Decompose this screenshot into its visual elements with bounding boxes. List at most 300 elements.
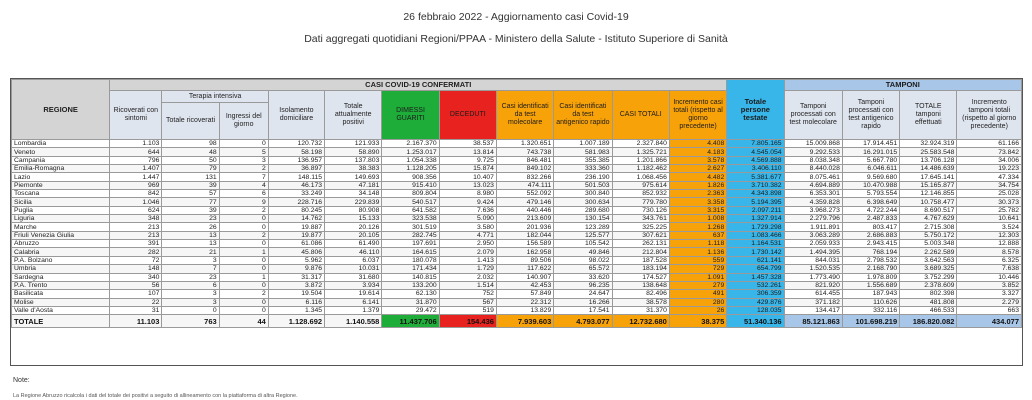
table-cell: 56 <box>110 281 162 289</box>
table-cell: 4.767.629 <box>900 215 957 223</box>
table-cell: 130.154 <box>554 215 612 223</box>
table-cell: 348 <box>110 215 162 223</box>
header-col-13: Tamponi processati con test antigenico rapido <box>842 91 899 140</box>
table-cell: 164.615 <box>382 248 439 256</box>
table-cell: 2.262.589 <box>900 248 957 256</box>
table-cell: 49.846 <box>554 248 612 256</box>
table-cell: 62.130 <box>382 290 439 298</box>
table-cell: 22.312 <box>496 298 553 306</box>
table-cell: 12.888 <box>957 240 1022 248</box>
table-cell: 133.200 <box>382 281 439 289</box>
notes-text: La Regione Abruzzo ricalcola i dati del totale dei positivi a seguito di allineamento con la piattaforma di altra Regione. <box>13 393 298 399</box>
table-cell: 13.814 <box>439 148 496 156</box>
table-cell: 1.345 <box>268 306 324 314</box>
table-cell: 33.620 <box>554 273 612 281</box>
notes-label: Note: <box>13 377 30 384</box>
table-row <box>12 206 1022 214</box>
table-cell: 6.046.611 <box>842 165 899 173</box>
table-cell: 7.638 <box>957 265 1022 273</box>
table-cell: 162.958 <box>496 248 553 256</box>
table-row <box>12 281 1022 289</box>
table-cell: 1.826 <box>669 181 726 189</box>
table-cell: 1.007.189 <box>554 140 612 148</box>
table-cell: 2.378.609 <box>900 281 957 289</box>
table-cell: 9.424 <box>439 198 496 206</box>
header-col-6: DECEDUTI <box>439 91 496 140</box>
table-cell: 15.133 <box>325 215 382 223</box>
table-cell: 474.111 <box>496 181 553 189</box>
header-col-7: Casi identificati da test molecolare <box>496 91 553 140</box>
table-cell: 3.578 <box>669 156 726 164</box>
table-cell: 280 <box>669 298 726 306</box>
table-cell: 832.266 <box>496 173 553 181</box>
table-cell: 19.877 <box>268 231 324 239</box>
table-cell: 371.182 <box>784 298 842 306</box>
table-cell: 65.572 <box>554 265 612 273</box>
table-cell: 779.780 <box>612 198 669 206</box>
table-cell: 2 <box>219 290 268 298</box>
table-cell: 9.292.533 <box>784 148 842 156</box>
table-cell: 58.890 <box>325 148 382 156</box>
table-cell: 0 <box>219 215 268 223</box>
table-cell: 15.165.877 <box>900 181 957 189</box>
table-cell: 140.907 <box>496 273 553 281</box>
table-cell: 3.752.299 <box>900 273 957 281</box>
table-cell: 3.689.325 <box>900 265 957 273</box>
table-cell: 12.146.855 <box>900 190 957 198</box>
table-cell: 1.182.462 <box>612 165 669 173</box>
table-cell: 1.447 <box>110 173 162 181</box>
table-cell: 17.541 <box>554 306 612 314</box>
header-group-casi: CASI COVID-19 CONFERMATI <box>110 80 727 91</box>
table-cell: 9.876 <box>268 265 324 273</box>
table-cell: 19.504 <box>268 290 324 298</box>
table-cell: 10.446 <box>957 273 1022 281</box>
header-col-9: CASI TOTALI <box>612 91 669 140</box>
table-cell: 19.614 <box>325 290 382 298</box>
table-cell: 6.353.301 <box>784 190 842 198</box>
header-col-1: Totale ricoverati <box>162 103 219 140</box>
table-cell: 6.116 <box>268 298 324 306</box>
table-cell: 212.804 <box>612 248 669 256</box>
table-cell: 72 <box>110 256 162 264</box>
table-cell: 4.545.054 <box>727 148 784 156</box>
region-name-cell: Campania <box>12 156 110 164</box>
table-cell: 1 <box>219 248 268 256</box>
table-cell: 0 <box>219 306 268 314</box>
table-cell: 1.407 <box>110 165 162 173</box>
table-cell: 641.582 <box>382 206 439 214</box>
table-cell: 8.440.028 <box>784 165 842 173</box>
table-cell: 39 <box>162 181 219 189</box>
table-cell: 13.706.128 <box>900 156 957 164</box>
table-row <box>12 298 1022 306</box>
page-title: 26 febbraio 2022 - Aggiornamento casi Covid-19 <box>403 11 629 23</box>
table-cell: 2.950 <box>439 240 496 248</box>
header-group-terapia-intensiva: Terapia intensiva <box>162 91 268 103</box>
table-cell: 1.140.558 <box>325 315 382 328</box>
table-cell: 1 <box>219 273 268 281</box>
region-name-cell: Piemonte <box>12 181 110 189</box>
table-cell: 5.750.172 <box>900 231 957 239</box>
table-cell: 2.327.840 <box>612 140 669 148</box>
table-cell: 743.738 <box>496 148 553 156</box>
table-row <box>12 223 1022 231</box>
table-cell: 3 <box>162 298 219 306</box>
region-name-cell: Molise <box>12 298 110 306</box>
table-cell: 7.805.165 <box>727 140 784 148</box>
table-cell: 5.090 <box>439 215 496 223</box>
table-cell: 908.356 <box>382 173 439 181</box>
table-cell: 187.943 <box>842 290 899 298</box>
table-cell: 31.870 <box>382 298 439 306</box>
table-cell: 809.804 <box>382 190 439 198</box>
table-row <box>12 165 1022 173</box>
region-name-cell: Marche <box>12 223 110 231</box>
table-cell: 1.091 <box>669 273 726 281</box>
table-cell: 279 <box>669 281 726 289</box>
table-row <box>12 190 1022 198</box>
table-cell: 301.519 <box>382 223 439 231</box>
table-cell: 6.325 <box>957 256 1022 264</box>
table-cell: 5.194.395 <box>727 198 784 206</box>
table-cell: 0 <box>219 265 268 273</box>
table-cell: 16.266 <box>554 298 612 306</box>
table-cell: 197.691 <box>382 240 439 248</box>
table-cell: 117.622 <box>496 265 553 273</box>
table-cell: 1.494.395 <box>784 248 842 256</box>
table-cell: 39 <box>162 206 219 214</box>
table-cell: 466.533 <box>900 306 957 314</box>
table-cell: 120.732 <box>268 140 324 148</box>
table-cell: 125.577 <box>554 231 612 239</box>
table-cell: 325.225 <box>612 223 669 231</box>
header-col-4: Totale attualmente positivi <box>325 91 382 140</box>
table-cell: 9 <box>219 198 268 206</box>
table-cell: 26 <box>162 223 219 231</box>
table-cell: 5 <box>219 148 268 156</box>
table-cell: 821.920 <box>784 281 842 289</box>
header-col-5: DIMESSI GUARITI <box>382 91 439 140</box>
table-cell: 228.716 <box>268 198 324 206</box>
table-cell: 802.398 <box>900 290 957 298</box>
table-cell: 187.528 <box>612 256 669 264</box>
table-cell: 105.542 <box>554 240 612 248</box>
table-cell: 2.279.796 <box>784 215 842 223</box>
table-cell: 47.181 <box>325 181 382 189</box>
table-row <box>12 240 1022 248</box>
table-cell: 5.962 <box>268 256 324 264</box>
header-regione: REGIONE <box>12 80 110 140</box>
table-cell: 3.934 <box>325 281 382 289</box>
table-cell: 8.038.348 <box>784 156 842 164</box>
table-cell: 24.647 <box>554 290 612 298</box>
table-cell: 479.146 <box>496 198 553 206</box>
table-cell: 768.194 <box>842 248 899 256</box>
table-cell: 29.472 <box>382 306 439 314</box>
table-cell: 4.694.889 <box>784 181 842 189</box>
table-cell: 1.103 <box>110 140 162 148</box>
table-cell: 7 <box>162 265 219 273</box>
table-cell: 6 <box>162 281 219 289</box>
table-cell: 1.729 <box>439 265 496 273</box>
table-cell: 1.325.721 <box>612 148 669 156</box>
table-cell: 8.075.461 <box>784 173 842 181</box>
table-cell: 154.436 <box>439 315 496 328</box>
table-cell: 969 <box>110 181 162 189</box>
table-cell: 796 <box>110 156 162 164</box>
table-cell: 2.798.532 <box>842 256 899 264</box>
table-cell: 1.773.490 <box>784 273 842 281</box>
table-cell: 30.373 <box>957 198 1022 206</box>
table-cell: 752 <box>439 290 496 298</box>
table-cell: 101.698.219 <box>842 315 899 328</box>
table-cell: 3.358 <box>669 198 726 206</box>
table-row <box>12 198 1022 206</box>
table-cell: 4 <box>219 181 268 189</box>
table-cell: 1.413 <box>439 256 496 264</box>
table-cell: 481.808 <box>900 298 957 306</box>
region-name-cell: P.A. Trento <box>12 281 110 289</box>
table-cell: 663 <box>957 306 1022 314</box>
table-cell: 23 <box>162 215 219 223</box>
table-cell: 3.524 <box>957 223 1022 231</box>
table-cell: 2.079 <box>439 248 496 256</box>
table-cell: 654.799 <box>727 265 784 273</box>
table-cell: 57.849 <box>496 290 553 298</box>
table-cell: 134.417 <box>784 306 842 314</box>
table-cell: 0 <box>219 256 268 264</box>
table-cell: 340 <box>110 273 162 281</box>
table-cell: 1.327.914 <box>727 215 784 223</box>
table-cell: 2.097.211 <box>727 206 784 214</box>
table-row <box>12 231 1022 239</box>
table-cell: 3.710.382 <box>727 181 784 189</box>
table-cell: 80.245 <box>268 206 324 214</box>
table-cell: 519 <box>439 306 496 314</box>
table-cell: 38.578 <box>612 298 669 306</box>
header-col-10: Incremento casi totali (rispetto al giorno precedente) <box>669 91 726 140</box>
table-cell: 10.407 <box>439 173 496 181</box>
table-cell: 3 <box>219 156 268 164</box>
table-row <box>12 306 1022 314</box>
region-name-cell: Valle d'Aosta <box>12 306 110 314</box>
region-name-cell: Lazio <box>12 173 110 181</box>
region-name-cell: Friuli Venezia Giulia <box>12 231 110 239</box>
table-cell: 10.470.988 <box>842 181 899 189</box>
table-cell: 282 <box>110 248 162 256</box>
table-cell: 213.609 <box>496 215 553 223</box>
region-name-cell: Calabria <box>12 248 110 256</box>
table-cell: 429.876 <box>727 298 784 306</box>
table-cell: 730.126 <box>612 206 669 214</box>
header-col-8: Casi identificati da test antigenico rapido <box>554 91 612 140</box>
table-cell: 5.793.554 <box>842 190 899 198</box>
table-cell: 73.842 <box>957 148 1022 156</box>
total-row <box>12 315 1022 328</box>
table-cell: 13 <box>162 231 219 239</box>
table-cell: 22 <box>110 298 162 306</box>
table-cell: 138.648 <box>612 281 669 289</box>
table-cell: 1.083.466 <box>727 231 784 239</box>
table-cell: 2.167.370 <box>382 140 439 148</box>
table-cell: 36.897 <box>268 165 324 173</box>
table-cell: 25.028 <box>957 190 1022 198</box>
table-cell: 13 <box>162 240 219 248</box>
covid-data-table-frame <box>10 78 1023 366</box>
table-cell: 201.936 <box>496 223 553 231</box>
table-cell: 14.486.639 <box>900 165 957 173</box>
region-name-cell: Puglia <box>12 206 110 214</box>
table-cell: 6.398.649 <box>842 198 899 206</box>
table-cell: 61.086 <box>268 240 324 248</box>
region-name-cell: P.A. Bolzano <box>12 256 110 264</box>
table-cell: 13.023 <box>439 181 496 189</box>
region-name-cell: Sardegna <box>12 273 110 281</box>
table-cell: 729 <box>669 265 726 273</box>
table-cell: 156.589 <box>496 240 553 248</box>
table-cell: 1.068.456 <box>612 173 669 181</box>
table-cell: 33.249 <box>268 190 324 198</box>
table-cell: 11.103 <box>110 315 162 328</box>
table-cell: 31.370 <box>612 306 669 314</box>
table-cell: 17.645.141 <box>900 173 957 181</box>
table-cell: 501.503 <box>554 181 612 189</box>
table-cell: 2.363 <box>669 190 726 198</box>
table-cell: 14.762 <box>268 215 324 223</box>
table-cell: 89.506 <box>496 256 553 264</box>
table-cell: 182.044 <box>496 231 553 239</box>
table-cell: 0 <box>219 298 268 306</box>
table-row <box>12 148 1022 156</box>
table-cell: 307.621 <box>612 231 669 239</box>
table-row <box>12 256 1022 264</box>
table-cell: 2.168.790 <box>842 265 899 273</box>
header-col-2: Ingressi del giorno <box>219 103 268 140</box>
table-cell: 82.496 <box>612 290 669 298</box>
table-cell: 644 <box>110 148 162 156</box>
table-cell: 1.253.017 <box>382 148 439 156</box>
table-cell: 1.008 <box>669 215 726 223</box>
table-cell: 213 <box>110 231 162 239</box>
table-cell: 32.924.319 <box>900 140 957 148</box>
table-cell: 552.092 <box>496 190 553 198</box>
table-cell: 34.006 <box>957 156 1022 164</box>
table-cell: 121.933 <box>325 140 382 148</box>
table-cell: 183.194 <box>612 265 669 273</box>
table-cell: 637 <box>669 231 726 239</box>
table-cell: 6 <box>219 190 268 198</box>
table-cell: 4.482 <box>669 173 726 181</box>
table-row <box>12 215 1022 223</box>
table-cell: 3.327 <box>957 290 1022 298</box>
table-cell: 975.614 <box>612 181 669 189</box>
table-cell: 19.887 <box>268 223 324 231</box>
table-cell: 26 <box>669 306 726 314</box>
table-cell: 0 <box>219 240 268 248</box>
table-cell: 98 <box>162 140 219 148</box>
table-cell: 9.725 <box>439 156 496 164</box>
table-cell: 25.782 <box>957 206 1022 214</box>
table-row <box>12 140 1022 148</box>
table-cell: 12.303 <box>957 231 1022 239</box>
table-row <box>12 173 1022 181</box>
table-cell: 1.046 <box>110 198 162 206</box>
table-cell: 4.793.077 <box>554 315 612 328</box>
table-cell: 25.583.548 <box>900 148 957 156</box>
table-cell: 148.115 <box>268 173 324 181</box>
table-cell: 23 <box>162 273 219 281</box>
table-cell: 581.983 <box>554 148 612 156</box>
table-cell: 355.385 <box>554 156 612 164</box>
table-cell: 8.690.517 <box>900 206 957 214</box>
table-cell: 31.317 <box>268 273 324 281</box>
table-cell: 4.408 <box>669 140 726 148</box>
table-cell: 3.872 <box>268 281 324 289</box>
table-cell: 34.754 <box>957 181 1022 189</box>
table-cell: 3.642.563 <box>900 256 957 264</box>
table-cell: 8.578 <box>957 248 1022 256</box>
table-cell: 289.680 <box>554 206 612 214</box>
table-cell: 323.538 <box>382 215 439 223</box>
table-cell: 46.110 <box>325 248 382 256</box>
table-cell: 38.383 <box>325 165 382 173</box>
table-cell: 621.141 <box>727 256 784 264</box>
table-cell: 5.381.677 <box>727 173 784 181</box>
table-cell: 77 <box>162 198 219 206</box>
table-cell: 842 <box>110 190 162 198</box>
table-cell: 20.126 <box>325 223 382 231</box>
table-cell: 1.730.142 <box>727 248 784 256</box>
table-cell: 15.874 <box>439 165 496 173</box>
table-row <box>12 248 1022 256</box>
table-cell: 174.527 <box>612 273 669 281</box>
table-cell: 300.840 <box>554 190 612 198</box>
table-cell: 1.054.338 <box>382 156 439 164</box>
table-cell: 17.914.451 <box>842 140 899 148</box>
table-cell: 3.063.289 <box>784 231 842 239</box>
table-cell: 2.715.308 <box>900 223 957 231</box>
table-cell: 128.035 <box>727 306 784 314</box>
header-col-15: Incremento tamponi totali (rispetto al giorno precedente) <box>957 91 1022 140</box>
table-cell: 6.141 <box>325 298 382 306</box>
table-cell: 123.289 <box>554 223 612 231</box>
table-cell: 3.315 <box>669 206 726 214</box>
table-cell: 148 <box>110 265 162 273</box>
table-cell: 3.968.273 <box>784 206 842 214</box>
table-cell: 567 <box>439 298 496 306</box>
table-cell: 38.375 <box>669 315 726 328</box>
table-cell: 540.517 <box>382 198 439 206</box>
table-cell: 1.556.689 <box>842 281 899 289</box>
table-cell: 2.627 <box>669 165 726 173</box>
table-cell: 343.761 <box>612 215 669 223</box>
table-cell: 262.131 <box>612 240 669 248</box>
table-cell: 849.102 <box>496 165 553 173</box>
region-name-cell: Basilicata <box>12 290 110 298</box>
table-body <box>12 140 1022 328</box>
table-cell: 7.636 <box>439 206 496 214</box>
table-cell: 7.939.603 <box>496 315 553 328</box>
table-cell: 34.148 <box>325 190 382 198</box>
table-cell: 1.118 <box>669 240 726 248</box>
table-cell: 1.128.205 <box>382 165 439 173</box>
table-cell: 1.520.535 <box>784 265 842 273</box>
table-cell: 2.032 <box>439 273 496 281</box>
table-cell: 3.580 <box>439 223 496 231</box>
table-cell: 58.198 <box>268 148 324 156</box>
table-cell: 4.359.828 <box>784 198 842 206</box>
